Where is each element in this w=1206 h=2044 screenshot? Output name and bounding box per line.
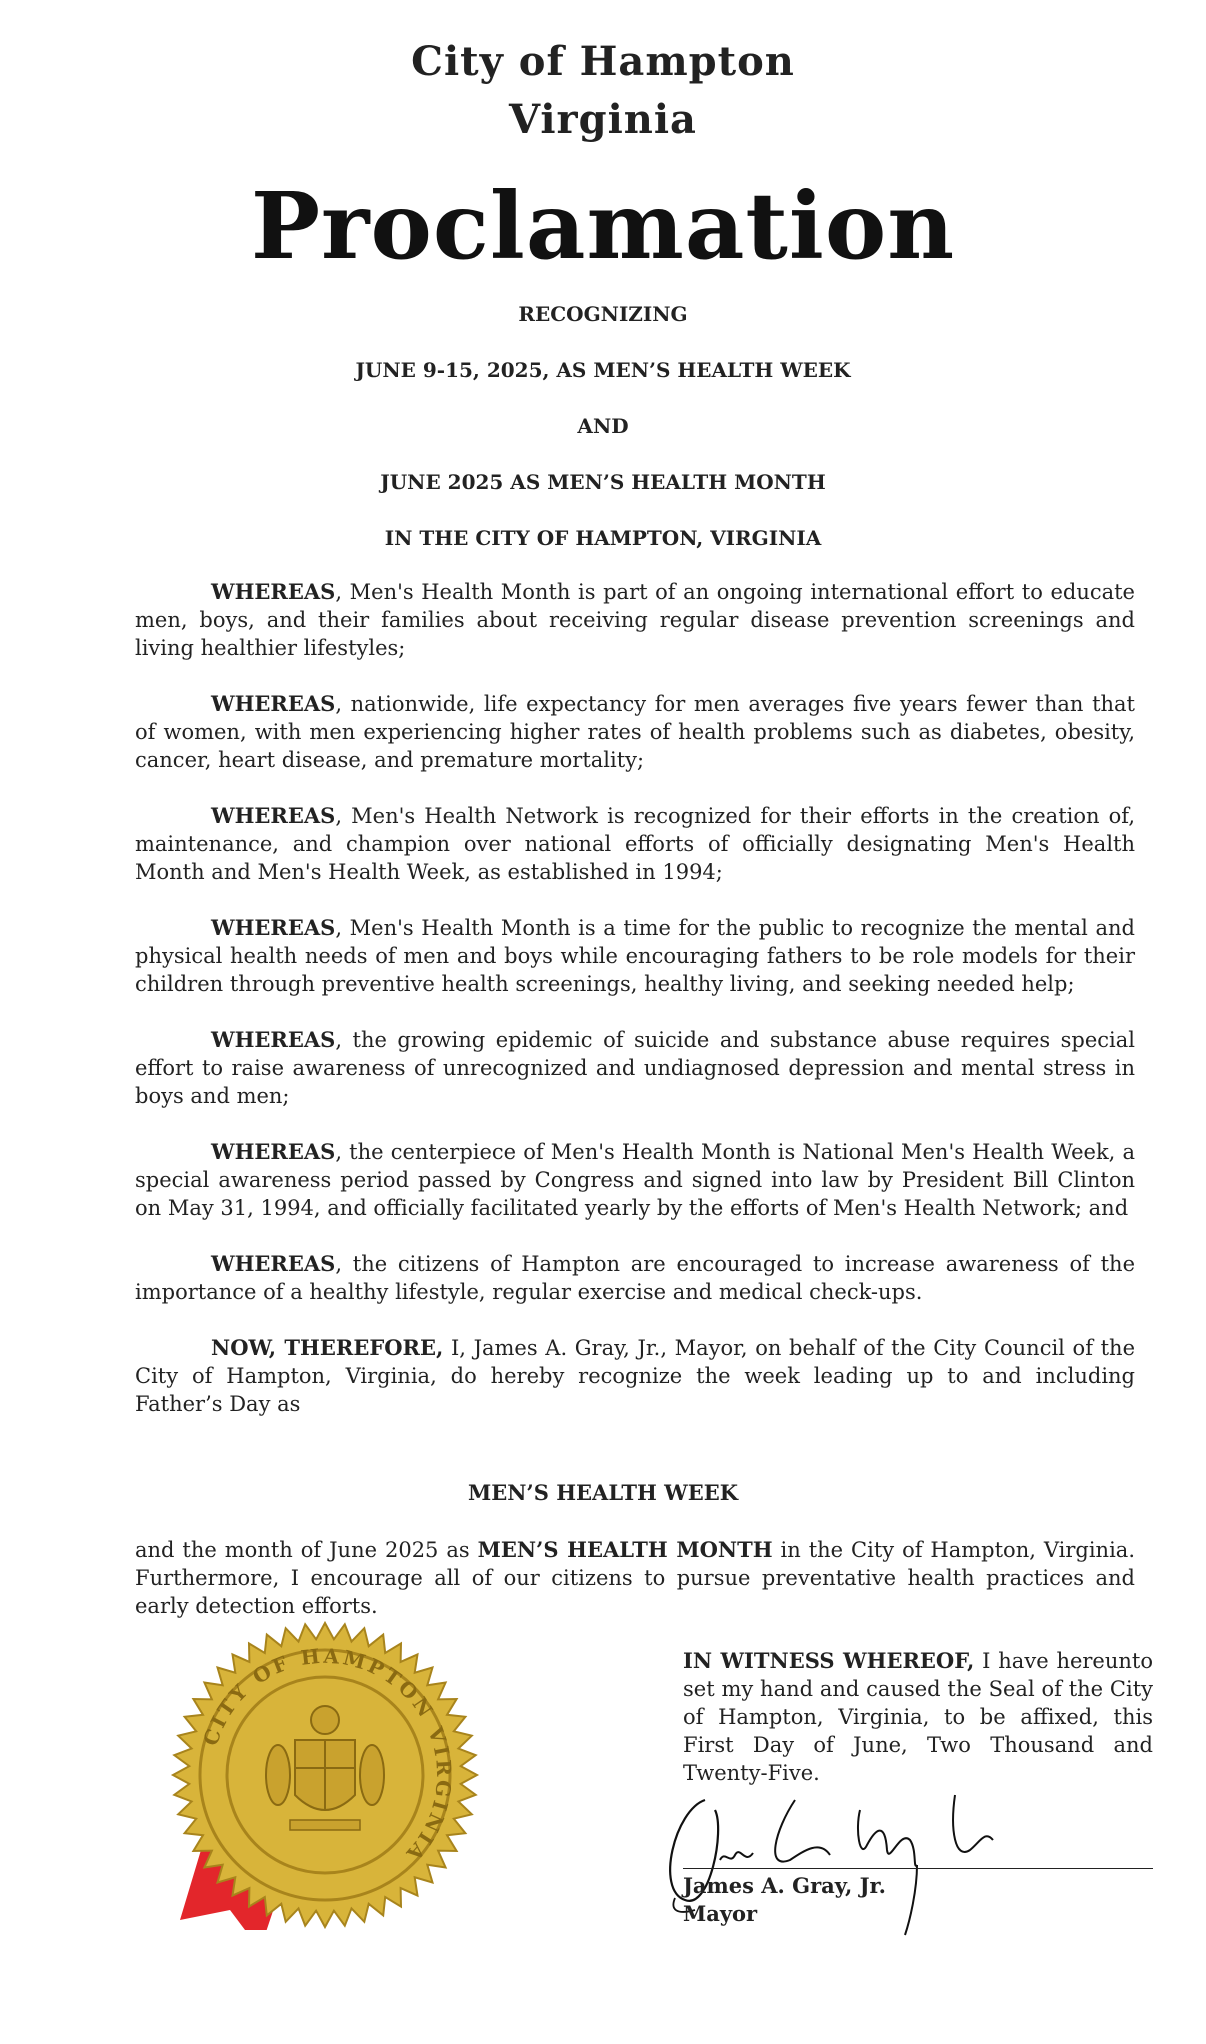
whereas-lead: WHEREAS bbox=[211, 1251, 336, 1276]
heading-recognizing: RECOGNIZING bbox=[518, 302, 688, 326]
whereas-lead: WHEREAS bbox=[211, 579, 336, 604]
heading-health-week: JUNE 9-15, 2025, AS MEN’S HEALTH WEEK bbox=[355, 358, 851, 382]
heading-city: IN THE CITY OF HAMPTON, VIRGINIA bbox=[384, 526, 822, 550]
state-name: Virginia bbox=[509, 96, 697, 143]
signer-block bbox=[683, 1872, 886, 1928]
closing-pre: and the month of June 2025 as bbox=[135, 1538, 478, 1562]
whereas-paragraph bbox=[135, 802, 1135, 886]
witness-lead: IN WITNESS WHEREOF, bbox=[683, 1648, 975, 1673]
whereas-paragraph bbox=[135, 1026, 1135, 1110]
whereas-text: , the centerpiece of Men's Health Month is National Men's Health Week, a special awareness period passed by Congress and signed into law by President Bill Clinton on May 31, 1994, and officially facilitated yearly by the efforts of Men's Health Network; and bbox=[135, 1140, 1135, 1220]
whereas-text: , the growing epidemic of suicide and substance abuse requires special effort to raise awareness of unrecognized and undiagnosed depression and mental stress in boys and men; bbox=[135, 1028, 1135, 1108]
city-name: City of Hampton bbox=[411, 38, 795, 85]
whereas-text: , Men's Health Month is a time for the public to recognize the mental and physical health needs of men and boys while encouraging fathers to be role models for their children through preventive health screenings, healthy living, and seeking needed help; bbox=[135, 916, 1135, 996]
seal-body bbox=[173, 1623, 477, 1927]
seal-supporter-right bbox=[360, 1745, 384, 1805]
signature-line bbox=[683, 1868, 1153, 1869]
whereas-text: , Men's Health Month is part of an ongoing international effort to educate men, boys, and their families about receiving regular disease prevention screenings and living healthier lifestyles; bbox=[135, 580, 1135, 660]
whereas-paragraph bbox=[135, 914, 1135, 998]
whereas-text: , the citizens of Hampton are encouraged to increase awareness of the importance of a healthy lifestyle, regular exercise and medical check-ups. bbox=[135, 1252, 1135, 1304]
witness-paragraph bbox=[683, 1647, 1153, 1787]
whereas-clauses bbox=[135, 578, 1135, 1418]
signer-name: James A. Gray, Jr. bbox=[683, 1873, 886, 1898]
document-title: Proclamation bbox=[250, 172, 956, 280]
whereas-paragraph bbox=[135, 1250, 1135, 1306]
whereas-text: , Men's Health Network is recognized for their efforts in the creation of, maintenance, and champion over national efforts of officially designating Men's Health Month and Men's Health Week, as established in 1994; bbox=[135, 804, 1135, 884]
week-heading: MEN’S HEALTH WEEK bbox=[467, 1480, 739, 1505]
whereas-paragraph bbox=[135, 690, 1135, 774]
whereas-text: , nationwide, life expectancy for men averages five years fewer than that of women, with men experiencing higher rates of health problems such as diabetes, obesity, cancer, heart disease, and premature mortality; bbox=[135, 692, 1135, 772]
seal-crest-top bbox=[311, 1706, 339, 1734]
closing-bold: MEN’S HEALTH MONTH bbox=[477, 1537, 773, 1562]
seal-text: CITY OF HAMPTON VIRGINIA bbox=[198, 1643, 457, 1868]
witness-text: I have hereunto set my hand and caused the Seal of the City of Hampton, Virginia, to be affixed, this First Day of June, Two Thousand and Twenty-Five. bbox=[683, 1649, 1153, 1785]
city-seal-icon bbox=[170, 1620, 480, 1930]
closing-paragraph bbox=[135, 1536, 1135, 1620]
closing-post: in the City of Hampton, Virginia. Furthermore, I encourage all of our citizens to pursue preventative health practices and early detection efforts. bbox=[135, 1538, 1135, 1618]
whereas-lead: WHEREAS bbox=[211, 803, 336, 828]
whereas-lead: WHEREAS bbox=[211, 1139, 336, 1164]
therefore-lead: NOW, THEREFORE, bbox=[211, 1335, 444, 1360]
signer-title: Mayor bbox=[683, 1901, 758, 1926]
whereas-lead: WHEREAS bbox=[211, 691, 336, 716]
therefore-paragraph bbox=[135, 1334, 1135, 1418]
whereas-paragraph bbox=[135, 1138, 1135, 1222]
seal-supporter-left bbox=[266, 1745, 290, 1805]
therefore-text: I, James A. Gray, Jr., Mayor, on behalf of the City Council of the City of Hampton, Virginia, do hereby recognize the week leading up to and including Father’s Day as bbox=[135, 1336, 1136, 1416]
whereas-lead: WHEREAS bbox=[211, 1027, 336, 1052]
heading-and: AND bbox=[577, 414, 629, 438]
heading-health-month: JUNE 2025 AS MEN’S HEALTH MONTH bbox=[380, 470, 826, 494]
whereas-paragraph bbox=[135, 578, 1135, 662]
whereas-lead: WHEREAS bbox=[211, 915, 336, 940]
